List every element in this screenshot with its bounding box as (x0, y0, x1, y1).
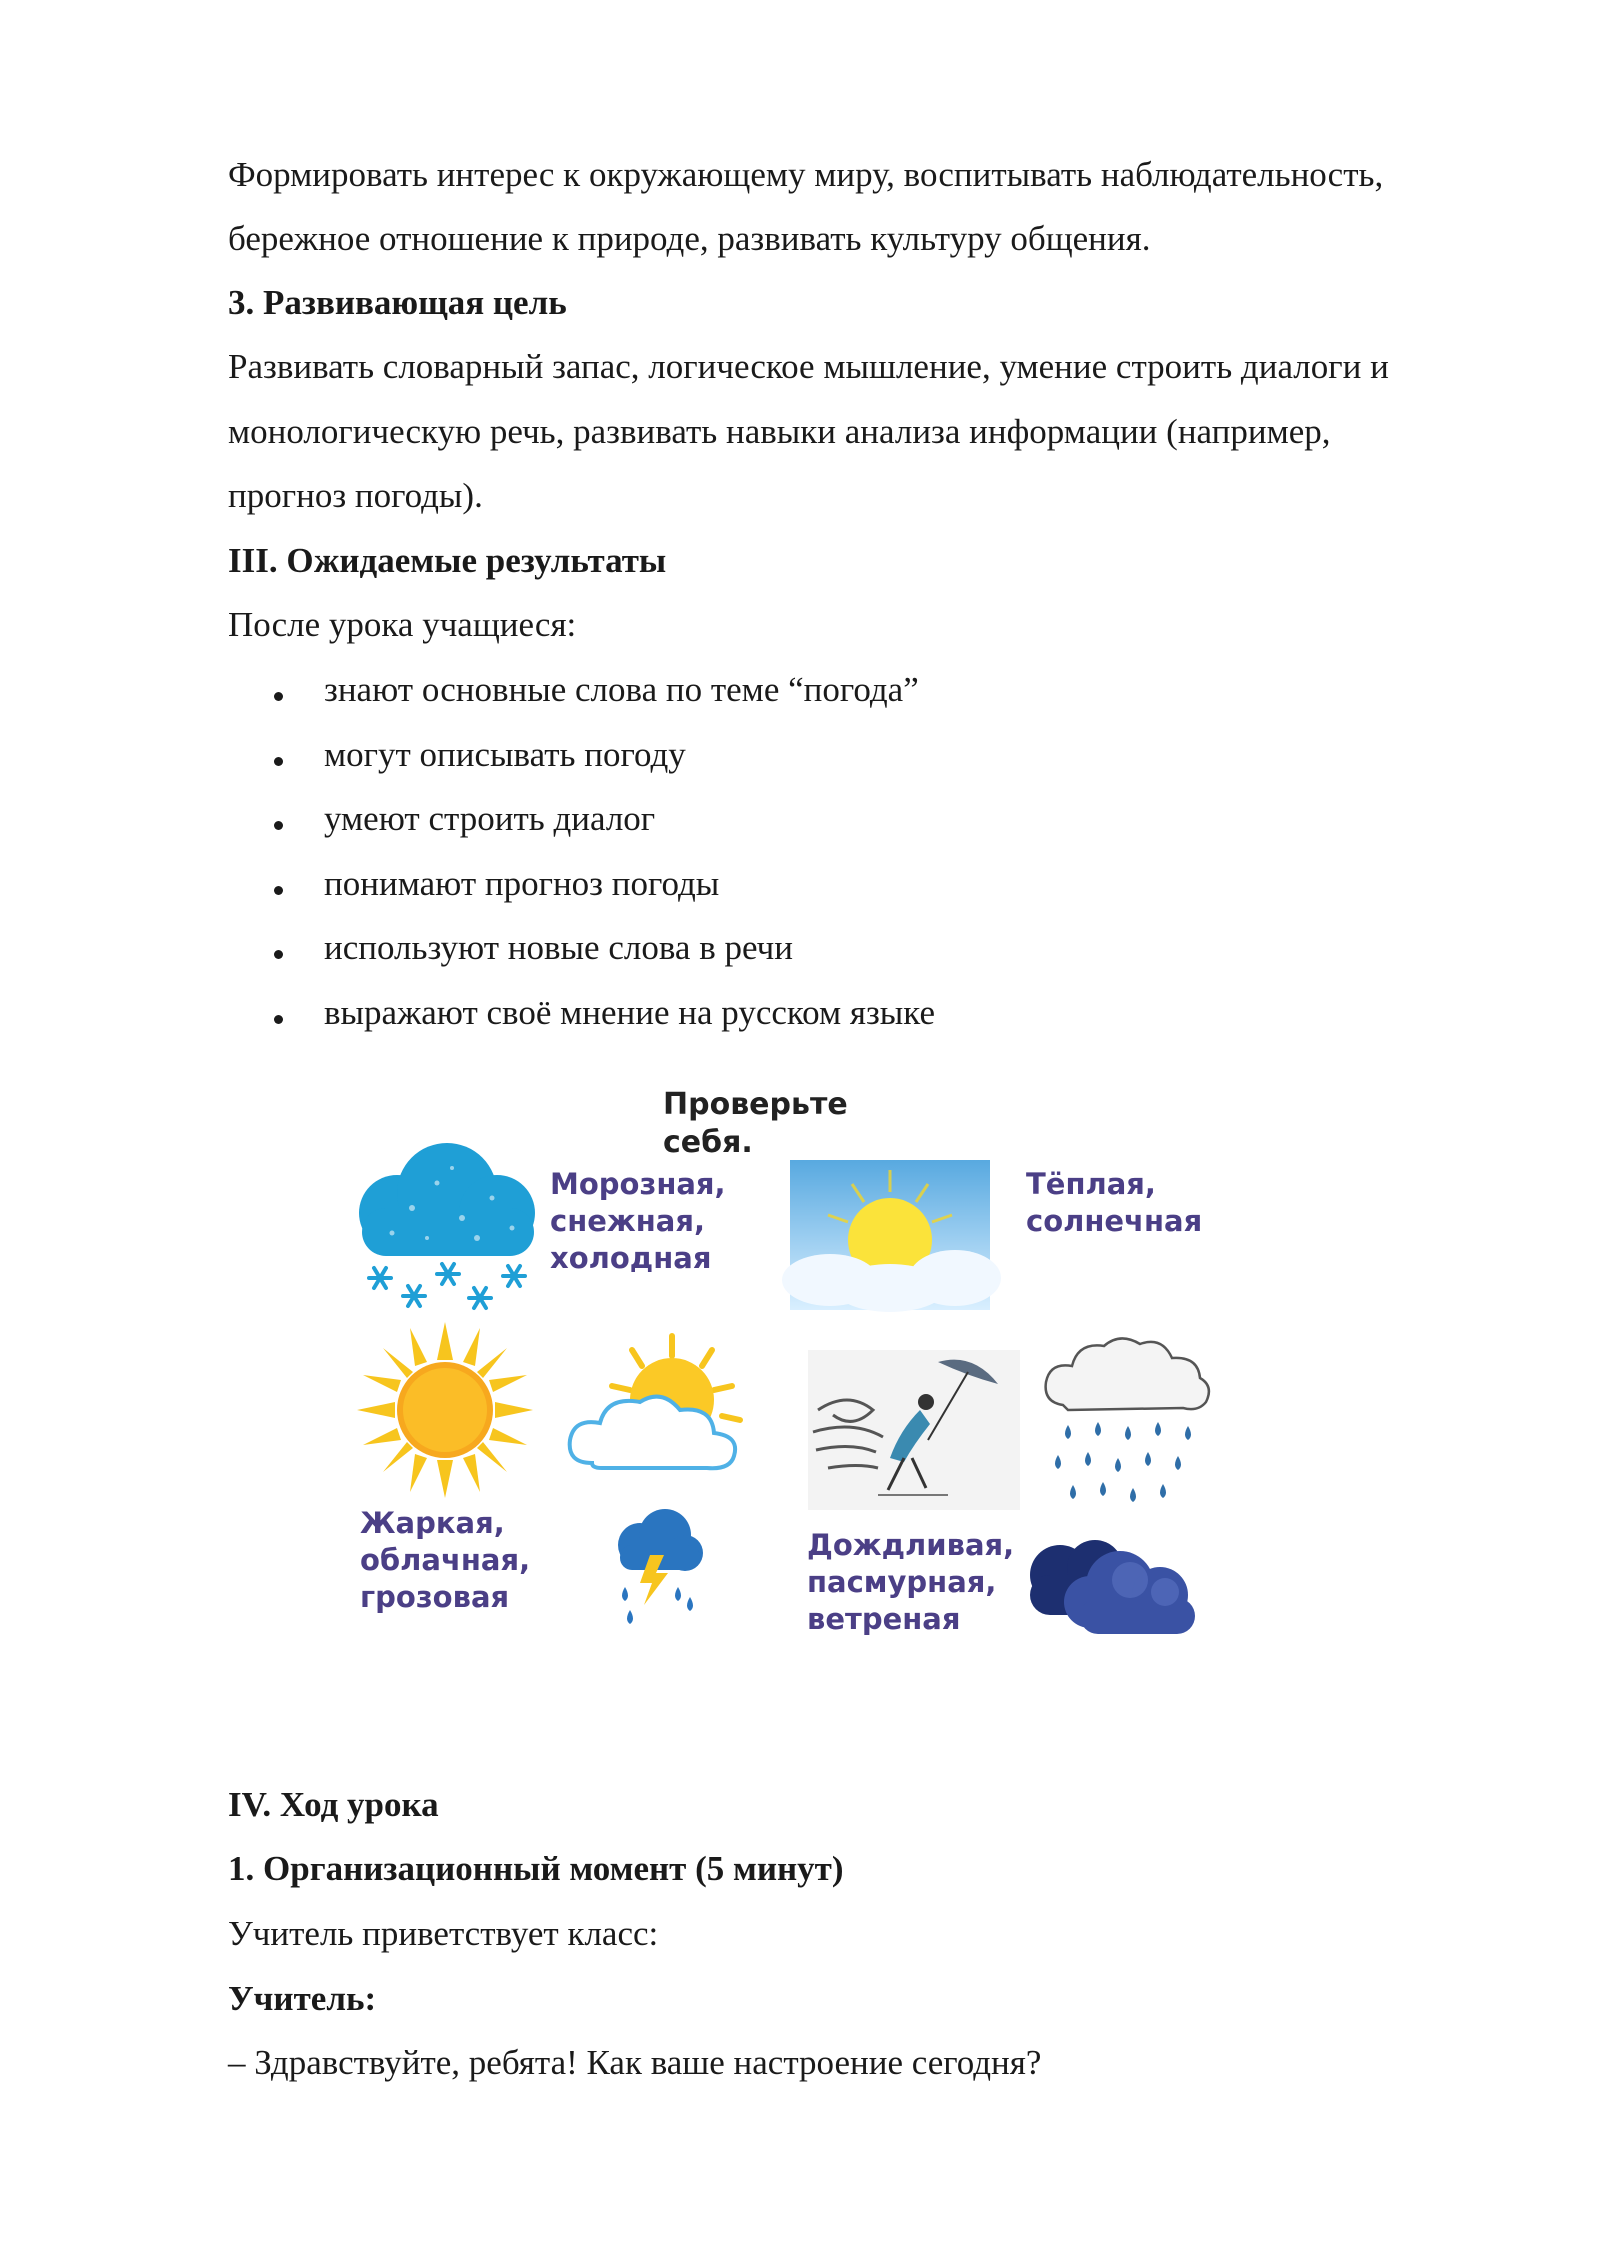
list-item: используют новые слова в речи (324, 928, 793, 967)
paragraph-line: Учитель приветствует класс: (228, 1914, 659, 1953)
rain-cloud-icon (1038, 1330, 1218, 1520)
bullet-icon (274, 886, 283, 895)
list-item: умеют строить диалог (324, 799, 656, 838)
paragraph-line: Формировать интерес к окружающему миру, воспитывать наблюдательность, (228, 155, 1384, 194)
section-heading: III. Ожидаемые результаты (228, 541, 667, 580)
list-item: знают основные слова по теме “погода” (324, 670, 919, 709)
label-rainy: Дождливая, пасмурная, ветреная (807, 1528, 1015, 1636)
speaker-label: Учитель: (228, 1979, 377, 2018)
section-heading: 3. Развивающая цель (228, 283, 567, 322)
figure-title: Проверьте себя. (663, 1087, 848, 1160)
label-frosty: Морозная, снежная, холодная (550, 1167, 726, 1275)
section-heading: IV. Ход урока (228, 1785, 439, 1824)
section-heading: 1. Организационный момент (5 минут) (228, 1849, 844, 1888)
list-item: могут описывать погоду (324, 735, 686, 774)
snow-cloud-icon (352, 1138, 542, 1318)
sun-icon (355, 1320, 535, 1500)
bullet-icon (274, 757, 283, 766)
results-intro: После урока учащиеся: (228, 605, 577, 644)
sun-clouds-icon (790, 1160, 990, 1310)
paragraph-line: бережное отношение к природе, развивать культуру общения. (228, 219, 1151, 258)
label-warm: Тёплая, солнечная (1026, 1167, 1203, 1238)
paragraph-line: монологическую речь, развивать навыки анализа информации (например, (228, 412, 1331, 451)
paragraph-line: прогноз погоды). (228, 476, 483, 515)
partly-cloudy-icon (562, 1328, 762, 1488)
list-item: понимают прогноз погоды (324, 864, 720, 903)
bullet-icon (274, 821, 283, 830)
dialogue-line: – Здравствуйте, ребята! Как ваше настроение сегодня? (228, 2043, 1042, 2082)
list-item: выражают своё мнение на русском языке (324, 993, 935, 1032)
overcast-cloud-icon (1020, 1530, 1205, 1650)
paragraph-line: Развивать словарный запас, логическое мышление, умение строить диалоги и (228, 347, 1389, 386)
label-hot: Жаркая, облачная, грозовая (360, 1506, 531, 1614)
thunderstorm-icon (610, 1505, 705, 1630)
weather-figure (340, 1080, 1240, 1680)
windy-person-icon (808, 1350, 1020, 1510)
bullet-icon (274, 692, 283, 701)
bullet-icon (274, 1015, 283, 1024)
bullet-icon (274, 950, 283, 959)
